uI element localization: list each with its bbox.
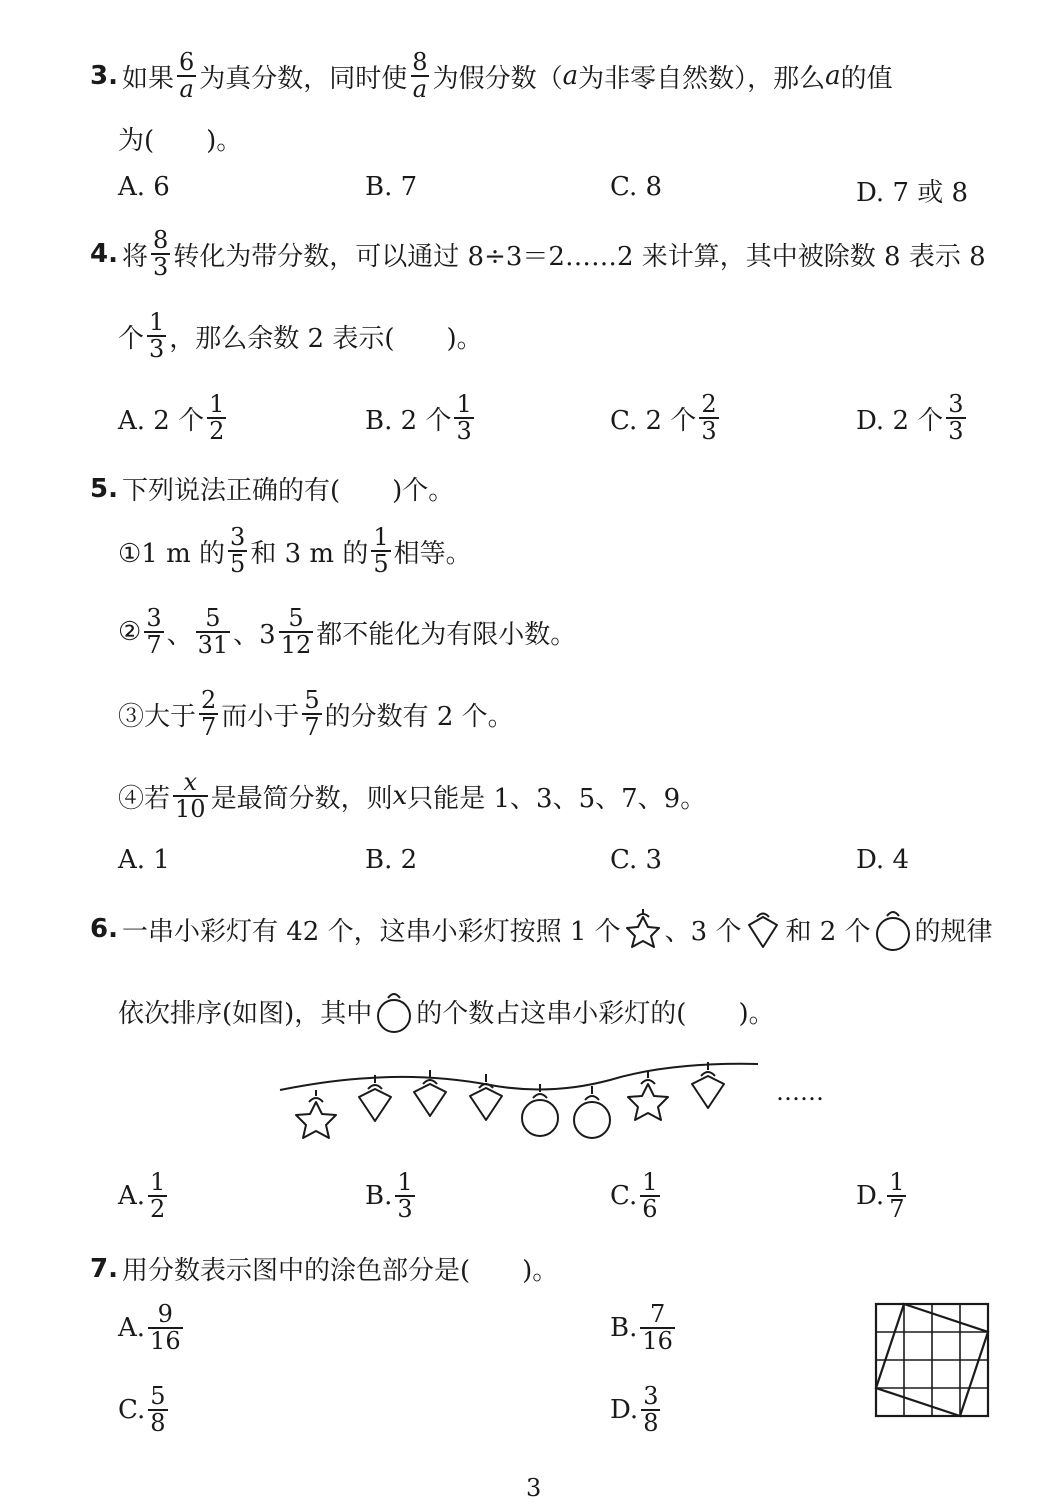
lantern-string-figure xyxy=(270,1050,770,1150)
q3-text: 为假分数（ xyxy=(432,63,563,94)
q3-line1: 3. 如果 $\frac{6}{a}$ 为真分数，同时使 $\frac{8}{a}$ 为假分数（ a 为非零自然数），那么 a 的值 xyxy=(90,48,893,104)
q6-option-c[interactable]: C. $\frac{1}{6}$ xyxy=(610,1168,658,1224)
star-lantern-icon xyxy=(296,1090,336,1138)
q5-number: 5. xyxy=(90,473,118,504)
q3-fraction-6a: $\frac{6}{a}$ xyxy=(178,48,195,104)
q7-number: 7. xyxy=(90,1253,118,1284)
q3-option-a[interactable]: A. 6 xyxy=(118,172,170,202)
round-lantern-icon xyxy=(374,988,414,1034)
q6-figure-ellipsis: …… xyxy=(776,1078,824,1106)
q4-number: 4. xyxy=(90,239,118,270)
q5-stem: 5. 下列说法正确的有( )个。 xyxy=(90,473,455,506)
diamond-lantern-icon xyxy=(692,1062,724,1108)
q3-option-b[interactable]: B. 7 xyxy=(365,172,418,202)
round-lantern-icon xyxy=(522,1084,558,1136)
q5-option-c[interactable]: C. 3 xyxy=(610,845,663,875)
q4-line2: 个 $\frac{1}{3}$ ，那么余数 2 表示( )。 xyxy=(118,308,483,364)
q6-line2: 依次排序(如图)，其中 的个数占这串小彩灯的( )。 xyxy=(118,988,775,1034)
q6-option-b[interactable]: B. $\frac{1}{3}$ xyxy=(365,1168,413,1224)
q5-statement-4: ④若 $\frac{x}{10}$ 是最简分数，则 x 只能是 1、3、5、7、9。 xyxy=(118,768,707,824)
diamond-lantern-icon xyxy=(359,1075,391,1121)
diamond-lantern-icon xyxy=(470,1074,502,1120)
q5-option-b[interactable]: B. 2 xyxy=(365,845,418,875)
q3-line2: 为( )。 xyxy=(118,126,243,156)
q7-option-a[interactable]: A. $\frac{9}{16}$ xyxy=(118,1300,181,1356)
q3-option-c[interactable]: C. 8 xyxy=(610,172,663,202)
q5-statement-2: ② $\frac{3}{7}$ 、 $\frac{5}{31}$ 、3 $\frac{5}{12}$ 都不能化为有限小数。 xyxy=(118,604,577,660)
q5-statement-1: ①1 m 的 $\frac{3}{5}$ 和 3 m 的 $\frac{1}{5}$ 相等。 xyxy=(118,523,472,579)
star-lantern-icon xyxy=(623,907,663,951)
q6-number: 6. xyxy=(90,914,118,944)
diamond-lantern-icon xyxy=(743,907,783,951)
q4-fraction-8-3: $\frac{8}{3}$ xyxy=(152,226,169,282)
q6-option-a[interactable]: A. $\frac{1}{2}$ xyxy=(118,1168,166,1224)
star-lantern-icon xyxy=(628,1072,668,1120)
q3-text: 为真分数，同时使 xyxy=(199,63,408,94)
q4-option-c[interactable]: C. 2 个 $\frac{2}{3}$ xyxy=(610,390,717,446)
q3-number: 3. xyxy=(90,61,118,92)
q4-fraction-1-3: $\frac{1}{3}$ xyxy=(149,308,165,364)
q4-option-a[interactable]: A. 2 个 $\frac{1}{2}$ xyxy=(118,390,225,446)
q6-line1: 6. 一串小彩灯有 42 个，这串小彩灯按照 1 个 、3 个 和 2 个 的规律 xyxy=(90,906,993,952)
grid-figure xyxy=(874,1302,990,1418)
q5-option-d[interactable]: D. 4 xyxy=(856,845,909,875)
q4-option-b[interactable]: B. 2 个 $\frac{1}{3}$ xyxy=(365,390,472,446)
q5-statement-3: ③大于 $\frac{2}{7}$ 而小于 $\frac{5}{7}$ 的分数有 2 个。 xyxy=(118,686,514,742)
q7-option-b[interactable]: B. $\frac{7}{16}$ xyxy=(610,1300,673,1356)
q3-text: 如果 xyxy=(121,63,174,94)
round-lantern-icon xyxy=(574,1086,610,1138)
q3-option-d[interactable]: D. 7 或 8 xyxy=(856,178,969,208)
q4-option-d[interactable]: D. 2 个 $\frac{3}{3}$ xyxy=(856,390,964,446)
round-lantern-icon xyxy=(873,906,913,952)
q7-option-d[interactable]: D. $\frac{3}{8}$ xyxy=(610,1382,659,1438)
page-number: 3 xyxy=(526,1474,542,1502)
q3-fraction-8a: $\frac{8}{a}$ xyxy=(412,48,428,104)
q7-option-c[interactable]: C. $\frac{5}{8}$ xyxy=(118,1382,166,1438)
q7-stem: 7. 用分数表示图中的涂色部分是( )。 xyxy=(90,1253,559,1286)
q4-line1: 4. 将 $\frac{8}{3}$ 转化为带分数，可以通过 8÷3＝2……2 来计算，其中被除数 8 表示 8 xyxy=(90,226,986,282)
q6-option-d[interactable]: D. $\frac{1}{7}$ xyxy=(856,1168,905,1224)
q5-option-a[interactable]: A. 1 xyxy=(118,845,170,875)
